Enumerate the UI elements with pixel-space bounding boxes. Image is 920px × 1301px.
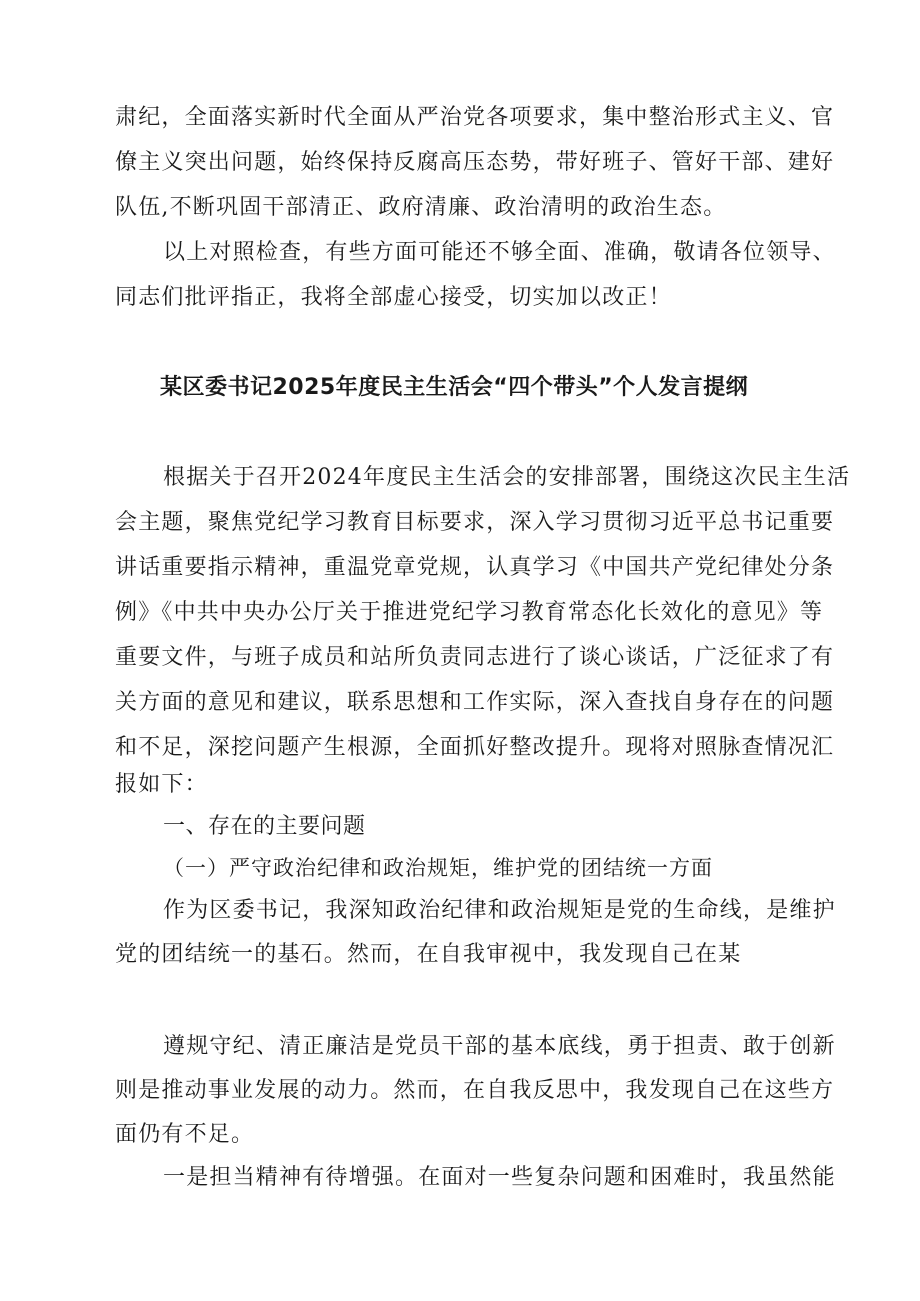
section-line-2: 党的团结统一的基石。然而，在自我审视中，我发现自己在某 [115,942,742,967]
next-line-1: 遵规守纪、清正廉洁是党员干部的基本底线，勇于担责、敢于创新 [163,1034,836,1059]
section-line-1: 作为区委书记，我深知政治纪律和政治规矩是党的生命线，是维护 [163,898,836,923]
closing-line-1: 以上对照检查，有些方面可能还不够全面、准确，敬请各位领导、 [163,240,836,265]
preface-line-4: 例》《中共中央办公厅关于推进党纪学习教育常态化长效化的意见》等 [115,600,824,625]
preface-line-8: 报如下： [115,772,208,797]
intro-line-3: 队伍,不断巩固干部清正、政府清廉、政治清明的政治生态。 [115,195,727,220]
preface-line-5: 重要文件，与班子成员和站所负责同志进行了谈心谈话，广泛征求了有 [115,645,835,670]
section-title: 一、存在的主要问题 [163,814,366,839]
intro-line-1: 肃纪，全面落实新时代全面从严治党各项要求，集中整治形式主义、官 [115,105,835,130]
preface-line-7: 和不足，深挖问题产生根源，全面抓好整改提升。现将对照脉查情况汇 [115,735,835,760]
preface-line-1: 根据关于召开2024年度民主生活会的安排部署，围绕这次民主生活 [163,465,851,490]
point-one-line: 一是担当精神有待增强。在面对一些复杂问题和困难时，我虽然能 [163,1165,836,1190]
preface-line-6: 关方面的意见和建议，联系思想和工作实际，深入查找自身存在的问题 [115,690,835,715]
preface-line-2: 会主题，聚焦党纪学习教育目标要求，深入学习贯彻习近平总书记重要 [115,510,835,535]
preface-line-3: 讲话重要指示精神，重温党章党规，认真学习《中国共产党纪律处分条 [115,555,835,580]
intro-line-2: 僚主义突出问题，始终保持反腐高压态势，带好班子、管好干部、建好 [115,150,835,175]
document-title: 某区委书记2025年度民主生活会“四个带头”个人发言提纲 [160,375,749,400]
subsection-title: （一）严守政治纪律和政治规矩，维护党的团结统一方面 [163,856,713,880]
next-line-2: 则是推动事业发展的动力。然而，在自我反思中，我发现自己在这些方 [115,1078,835,1103]
closing-line-2: 同志们批评指正，我将全部虚心接受，切实加以改正！ [115,285,672,310]
next-line-3: 面仍有不足。 [115,1122,255,1147]
